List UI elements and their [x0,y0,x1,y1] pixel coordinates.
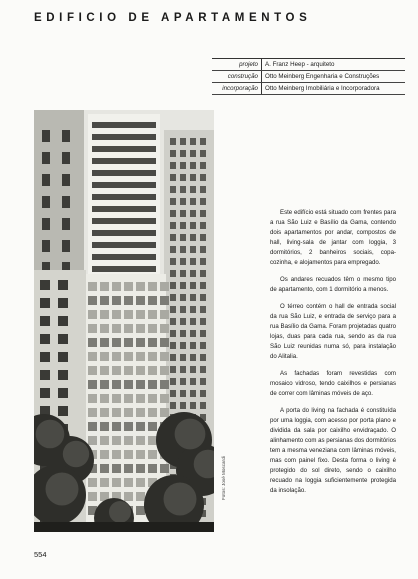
credit-row [212,59,405,71]
credit-value: Otto Meinberg Engenharia e Construções [261,71,405,82]
building-photo-illustration [34,110,214,532]
page-number: 554 [34,550,47,559]
article-paragraph: O térreo contém o hall de entrada social da rua São Luiz, e entrada de serviço para a rua Basílio da Gama. Foram projetadas quatro lojas, duas para cada rua, sendo as da rua São Luiz reunidas numa só, para instalação do Alitalia. [270,303,396,360]
article-text [270,208,396,503]
article-paragraph: Os andares recuados têm o mesmo tipo de apartamento, com 1 dormitório a menos. [270,275,396,293]
credit-row [212,71,405,83]
credit-value: A. Franz Heep - arquiteto [261,59,405,70]
article-paragraph: As fachadas foram revestidas com mosaico vidroso, tendo caixilhos e persianas de correr com lâminas móveis de aço. [270,370,396,397]
article-paragraph: A porta do living na fachada é constituída por uma loggia, com acesso por porta plano e dividida da sala por caixilho envidraçado. O alinhamento com as persianas dos dormitórios tem a mesma veneziana com lâminas móveis, mas com painel fixo. Desta forma o living é protegido do sol direto, sendo o caixilho recuado na loggia suficientemente protegida da insolação. [270,407,396,494]
credit-row [212,83,405,95]
page-title: EDIFICIO DE APARTAMENTOS [34,12,312,24]
photo-credit: Fotos: José Moscardi [221,456,226,500]
credit-role: construção [227,73,258,80]
building-photo [34,110,214,532]
credit-role: incorporação [222,85,258,92]
credit-role: projeto [239,61,258,68]
article-paragraph: Este edifício está situado com frentes para a rua São Luiz e Basílio da Gama, contendo dois apartamentos por andar, compostos de hall, living-sala de jantar com loggia, 3 dormitórios, 2 banheiros sociais, copa-cozinha, e alojamentos para empregado. [270,209,396,266]
credits-table [212,58,405,95]
credit-value: Otto Meinberg Imobiliária e Incorporadora [261,83,405,94]
